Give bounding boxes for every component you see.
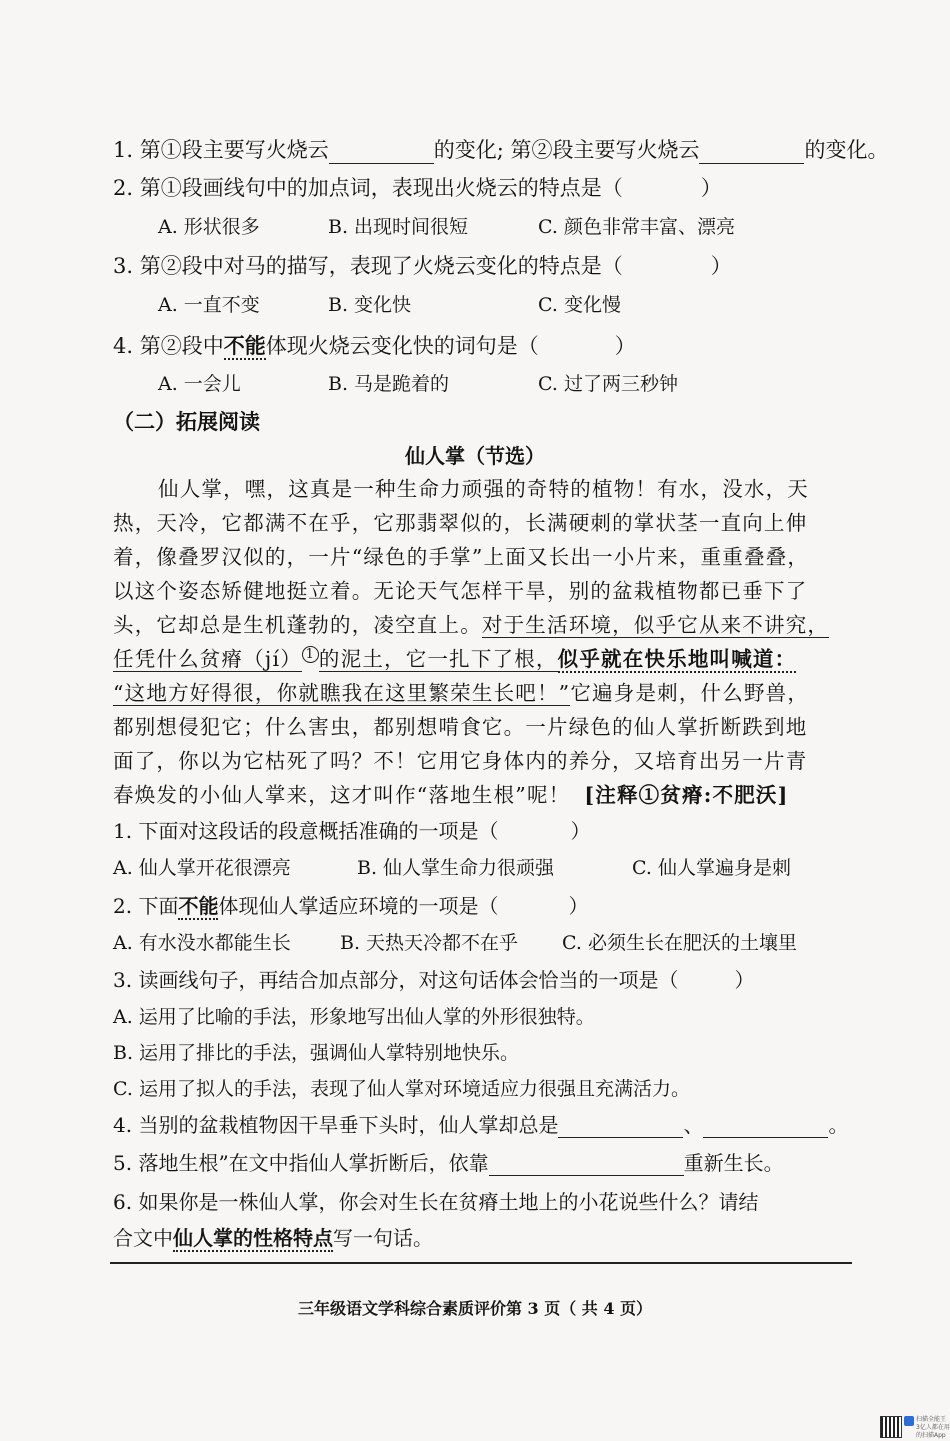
- p2-q2-option-a: A. 有水没水都能生长: [113, 932, 291, 954]
- q1-text-b: 的变化; 第②段主要写火烧云: [433, 138, 700, 162]
- p2-q2-line: [113, 890, 588, 919]
- qr-code-icon: [880, 1416, 902, 1438]
- p2-q5-blank[interactable]: [489, 1155, 684, 1176]
- passage-text: 头，它却总是生机蓬勃的，凌空直上。: [113, 613, 482, 637]
- passage-line: [113, 608, 829, 638]
- answer-line[interactable]: [110, 1262, 852, 1264]
- p2-q1-close: ）: [570, 819, 591, 843]
- p2-q2-close: ）: [568, 894, 589, 918]
- q3-option-c: C. 变化慢: [538, 294, 621, 316]
- underlined-sentence: 任凭什么贫瘠（jí）: [113, 647, 302, 671]
- p2-q4-text-a: 4. 当别的盆栽植物因干旱垂下头时，仙人掌却总是: [113, 1113, 559, 1137]
- section-heading: （二）拓展阅读: [113, 409, 260, 434]
- p2-q4-text-b: 、: [683, 1113, 704, 1137]
- p2-q4-text-c: 。: [828, 1113, 849, 1137]
- q4-emphasis: 不能: [223, 333, 266, 358]
- p2-q4-line: [113, 1109, 848, 1138]
- p2-q6-text-c: 写一句话。: [333, 1226, 433, 1250]
- q1-blank-1[interactable]: [329, 143, 434, 164]
- p2-q1-text: 1. 下面对这段话的段意概括准确的一项是（: [113, 819, 499, 843]
- scanner-logo-icon: [904, 1416, 914, 1426]
- p2-q5-text-a: 5. 落地生根”在文中指仙人掌折断后，依靠: [113, 1151, 489, 1175]
- underlined-sentence: “这地方好得很，你就瞧我在这里繁荣生长吧！”: [113, 681, 571, 705]
- p2-q3-text: 3. 读画线句子，再结合加点部分，对这句话体会恰当的一项是（: [113, 968, 679, 992]
- p2-q1-option-a: A. 仙人掌开花很漂亮: [113, 857, 291, 879]
- p2-q4-blank-2[interactable]: [703, 1117, 828, 1138]
- q3-line: [113, 250, 732, 280]
- q1-text-a: 1. 第①段主要写火烧云: [113, 138, 329, 162]
- q3-text: 3. 第②段中对马的描写，表现了火烧云变化的特点是（: [113, 254, 623, 278]
- passage-title: 仙人掌（节选）: [405, 444, 545, 468]
- q4-text-pre: 4. 第②段中: [113, 334, 224, 358]
- p2-q3-option-b: B. 运用了排比的手法，强调仙人掌特别地快乐。: [113, 1042, 520, 1064]
- dotted-phrase: 似乎就在快乐地叫喊道：: [557, 647, 797, 671]
- q2-option-c: C. 颜色非常丰富、漂亮: [538, 216, 735, 238]
- q1-blank-2[interactable]: [699, 143, 804, 164]
- q4-option-a: A. 一会儿: [158, 373, 241, 395]
- p2-q6-line-2: [113, 1222, 433, 1251]
- q4-option-c: C. 过了两三秒钟: [538, 373, 678, 395]
- q2-option-a: A. 形状很多: [158, 216, 260, 238]
- q1-line: [113, 134, 888, 164]
- passage-text: 春焕发的小仙人掌来，这才叫作“落地生根”呢！: [113, 783, 571, 807]
- passage-line: 热，天冷，它都满不在乎，它那翡翠似的，长满硬刺的掌状茎一直向上伸: [113, 511, 808, 535]
- p2-q3-close: ）: [734, 968, 755, 992]
- underlined-sentence: 对于生活环境，似乎它从来不讲究，: [481, 613, 830, 637]
- p2-q2-text-post: 体现仙人掌适应环境的一项是（: [218, 894, 499, 918]
- q3-option-b: B. 变化快: [328, 294, 412, 316]
- p2-q3-option-a: A. 运用了比喻的手法，形象地写出仙人掌的外形很独特。: [113, 1006, 595, 1028]
- p2-q6-text-a: 合文中: [113, 1226, 173, 1250]
- passage-line: 以这个姿态矫健地挺立着。无论天气怎样干旱，别的盆栽植物都已垂下了: [113, 579, 808, 603]
- passage-line: 面了，你以为它枯死了吗？不！它用它身体内的养分，又培育出另一片青: [113, 749, 808, 773]
- p2-q6-emphasis: 仙人掌的性格特点: [173, 1226, 333, 1250]
- p2-q2-emphasis: 不能: [178, 894, 219, 918]
- passage-line: [113, 642, 796, 672]
- q2-option-b: B. 出现时间很短: [328, 216, 469, 238]
- p2-q3-option-c: C. 运用了拟人的手法，表现了仙人掌对环境适应力很强且充满活力。: [113, 1078, 690, 1100]
- passage-line: 仙人掌，嘿，这真是一种生命力顽强的奇特的植物！有水，没水，天: [158, 477, 809, 501]
- scanner-name: 扫描全能王: [916, 1416, 947, 1423]
- passage-text: 它遍身是刺，什么野兽，: [570, 681, 810, 705]
- q3-close: ）: [710, 254, 732, 278]
- underlined-sentence: 的泥土，它一扎下了根，: [318, 647, 558, 671]
- p2-q1-option-c: C. 仙人掌遍身是刺: [632, 857, 791, 879]
- q2-text: 2. 第①段画线句中的加点词，表现出火烧云的特点是（: [113, 176, 623, 200]
- p2-q2-option-b: B. 天热天冷都不在乎: [340, 932, 519, 954]
- p2-q6-line-1: 6. 如果你是一株仙人掌，你会对生长在贫瘠土地上的小花说些什么？请结: [113, 1190, 759, 1214]
- q4-option-b: B. 马是跪着的: [328, 373, 450, 395]
- passage-line: 都别想侵犯它；什么害虫，都别想啃食它。一片绿色的仙人掌折断跌到地: [113, 715, 808, 739]
- p2-q2-option-c: C. 必须生长在肥沃的土壤里: [562, 932, 797, 954]
- q4-line: [113, 330, 636, 360]
- p2-q3-line: [113, 964, 754, 993]
- q4-text-post: 体现火烧云变化快的词句是（: [265, 334, 539, 358]
- passage-line: [113, 676, 809, 706]
- q1-text-c: 的变化。: [804, 138, 889, 162]
- p2-q1-line: [113, 815, 590, 844]
- passage-line: [113, 778, 789, 808]
- q2-line: [113, 172, 722, 202]
- p2-q5-line: [113, 1147, 784, 1176]
- p2-q4-blank-1[interactable]: [558, 1117, 683, 1138]
- scanner-watermark: [916, 1416, 950, 1440]
- p2-q5-text-b: 重新生长。: [683, 1151, 784, 1175]
- scanner-tagline: 3亿人都在用的扫描App: [916, 1424, 950, 1439]
- footnote-marker: 1: [302, 646, 319, 663]
- q4-close: ）: [614, 334, 636, 358]
- q2-close: ）: [700, 176, 722, 200]
- q3-option-a: A. 一直不变: [158, 294, 260, 316]
- passage-line: 着，像叠罗汉似的，一片“绿色的手掌”上面又长出一小片来，重重叠叠，: [113, 545, 810, 569]
- p2-q2-text-pre: 2. 下面: [113, 894, 179, 918]
- page-footer: 三年级语文学科综合素质评价第 3 页（ 共 4 页）: [297, 1299, 653, 1318]
- footnote: [注释①贫瘠:不肥沃]: [584, 783, 789, 807]
- p2-q1-option-b: B. 仙人掌生命力很顽强: [357, 857, 555, 879]
